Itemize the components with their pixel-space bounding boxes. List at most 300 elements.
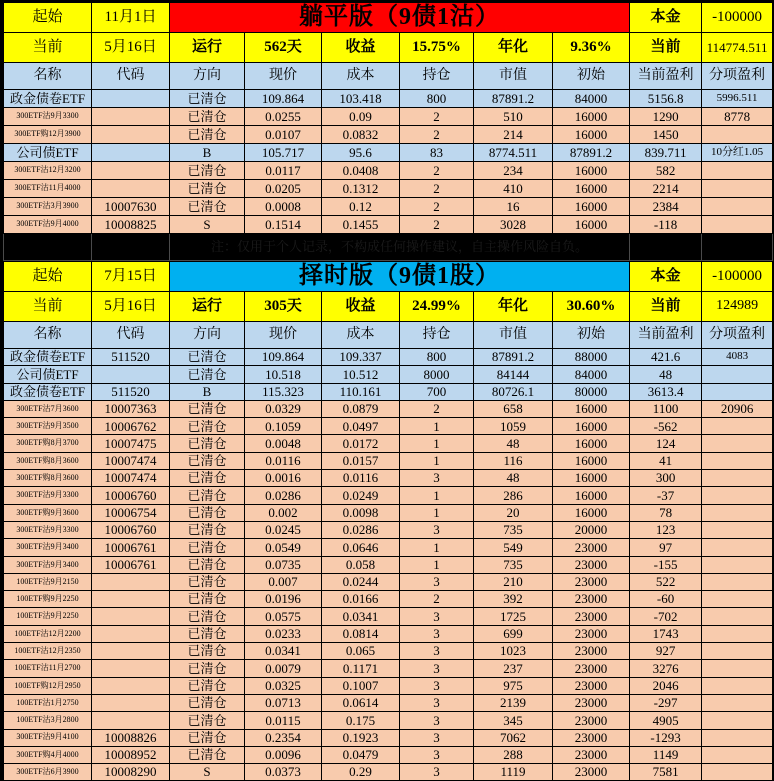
cell-initial[interactable]: 87891.2 [553,144,630,162]
cell-item-profit[interactable] [702,608,773,625]
col-header-item-profit[interactable]: 分项盈利 [702,322,773,349]
cell-code[interactable] [92,677,170,694]
cell-current-profit[interactable]: 4905 [630,712,702,729]
cell-name[interactable]: 300ETF沽7月3600 [4,400,92,417]
col-header-position[interactable]: 持仓 [400,63,474,90]
cell-cost[interactable]: 0.175 [322,712,400,729]
cell-code[interactable]: 10007474 [92,470,170,487]
cell-code[interactable] [92,162,170,180]
cell-market-value[interactable]: 84144 [474,366,553,383]
cell-initial[interactable]: 16000 [553,418,630,435]
cell-price[interactable]: 0.0008 [245,198,322,216]
cell-initial[interactable]: 16000 [553,400,630,417]
cell-current-profit[interactable]: -297 [630,694,702,711]
col-header-current-profit[interactable]: 当前盈利 [630,322,702,349]
cell-market-value[interactable]: 210 [474,573,553,590]
cell-position[interactable]: 2 [400,108,474,126]
now-value-cell[interactable]: 114774.511 [702,33,773,63]
cell-current-profit[interactable]: 78 [630,504,702,521]
col-header-code[interactable]: 代码 [92,63,170,90]
cell-code[interactable] [92,180,170,198]
cell-item-profit[interactable] [702,216,773,234]
cell-cost[interactable]: 0.0172 [322,435,400,452]
cell-name[interactable]: 政金债卷ETF [4,90,92,108]
cell-price[interactable]: 0.0713 [245,694,322,711]
cell-cost[interactable]: 0.0166 [322,591,400,608]
cell-direction[interactable]: 已清仓 [170,521,245,538]
cell-item-profit[interactable]: 20906 [702,400,773,417]
cell-item-profit[interactable] [702,573,773,590]
cell-initial[interactable]: 16000 [553,435,630,452]
cell-direction[interactable]: 已清仓 [170,504,245,521]
cell-item-profit[interactable] [702,366,773,383]
cell-position[interactable]: 8000 [400,366,474,383]
cell-direction[interactable]: 已清仓 [170,90,245,108]
cell-position[interactable]: 2 [400,198,474,216]
cell-market-value[interactable]: 48 [474,435,553,452]
col-header-cost[interactable]: 成本 [322,63,400,90]
cell-direction[interactable]: S [170,764,245,781]
cell-initial[interactable]: 23000 [553,573,630,590]
cell-direction[interactable]: 已清仓 [170,729,245,746]
cell-current-profit[interactable]: 1100 [630,400,702,417]
cell-position[interactable]: 1 [400,539,474,556]
cell-direction[interactable]: 已清仓 [170,573,245,590]
cell-cost[interactable]: 0.0497 [322,418,400,435]
cell-market-value[interactable]: 116 [474,452,553,469]
cell-initial[interactable]: 16000 [553,487,630,504]
cell-market-value[interactable]: 286 [474,487,553,504]
cell-current-profit[interactable]: 2214 [630,180,702,198]
cell-item-profit[interactable] [702,764,773,781]
cell-price[interactable]: 0.0205 [245,180,322,198]
run-value-cell[interactable]: 562天 [245,33,322,63]
cell-direction[interactable]: B [170,383,245,400]
cell-direction[interactable]: 已清仓 [170,539,245,556]
cell-initial[interactable]: 23000 [553,694,630,711]
current-label-cell[interactable]: 当前 [4,33,92,63]
cell-name[interactable]: 300ETF沽9月3300 [4,108,92,126]
cell-direction[interactable]: 已清仓 [170,349,245,366]
cell-direction[interactable]: 已清仓 [170,435,245,452]
cell-position[interactable]: 3 [400,694,474,711]
cell-position[interactable]: 3 [400,764,474,781]
cell-item-profit[interactable] [702,470,773,487]
cell-name[interactable]: 100ETF沽12月2350 [4,643,92,660]
cell-initial[interactable]: 23000 [553,677,630,694]
cell-price[interactable]: 10.518 [245,366,322,383]
cell-code[interactable] [92,144,170,162]
cell-initial[interactable]: 16000 [553,180,630,198]
cell-price[interactable]: 0.0575 [245,608,322,625]
cell-price[interactable]: 0.0116 [245,452,322,469]
cell-direction[interactable]: 已清仓 [170,712,245,729]
cell-current-profit[interactable]: -118 [630,216,702,234]
col-header-price[interactable]: 现价 [245,63,322,90]
cell-price[interactable]: 0.0286 [245,487,322,504]
cell-direction[interactable]: 已清仓 [170,677,245,694]
cell-market-value[interactable]: 8774.511 [474,144,553,162]
col-header-direction[interactable]: 方向 [170,322,245,349]
cell-name[interactable]: 300ETF沽9月3400 [4,539,92,556]
cell-item-profit[interactable]: 10分红1.05 [702,144,773,162]
cell-initial[interactable]: 23000 [553,746,630,763]
cell-cost[interactable]: 0.1171 [322,660,400,677]
cell-cost[interactable]: 0.1312 [322,180,400,198]
cell-initial[interactable]: 23000 [553,625,630,642]
cell-cost[interactable]: 110.161 [322,383,400,400]
cell-price[interactable]: 0.0196 [245,591,322,608]
cell-item-profit[interactable] [702,521,773,538]
cell-name[interactable]: 100ETF沽12月2200 [4,625,92,642]
cell-position[interactable]: 2 [400,216,474,234]
cell-name[interactable]: 100ETF沽3月2800 [4,712,92,729]
cell-initial[interactable]: 23000 [553,591,630,608]
cell-price[interactable]: 0.0255 [245,108,322,126]
cell-market-value[interactable]: 975 [474,677,553,694]
cell-market-value[interactable]: 237 [474,660,553,677]
cell-name[interactable]: 300ETF沽9月3500 [4,418,92,435]
col-header-direction[interactable]: 方向 [170,63,245,90]
cell-name[interactable]: 300ETF沽9月3400 [4,556,92,573]
profit-value-cell[interactable]: 15.75% [400,33,474,63]
col-header-position[interactable]: 持仓 [400,322,474,349]
cell-position[interactable]: 2 [400,126,474,144]
cell-direction[interactable]: 已清仓 [170,126,245,144]
cell-current-profit[interactable]: 2046 [630,677,702,694]
cell-price[interactable]: 0.0735 [245,556,322,573]
cell-code[interactable] [92,625,170,642]
cell-name[interactable]: 300ETF沽9月4100 [4,729,92,746]
now-value-cell[interactable]: 124989 [702,292,773,322]
cell-cost[interactable]: 0.29 [322,764,400,781]
cell-current-profit[interactable]: -37 [630,487,702,504]
cell-cost[interactable]: 0.0098 [322,504,400,521]
annual-label-cell[interactable]: 年化 [474,33,553,63]
cell-market-value[interactable]: 234 [474,162,553,180]
cell-code[interactable]: 10007474 [92,452,170,469]
cell-name[interactable]: 100ETF沽1月2750 [4,694,92,711]
cell-code[interactable]: 10007363 [92,400,170,417]
cell-name[interactable]: 300ETF沽12月3200 [4,162,92,180]
cell-cost[interactable]: 0.0341 [322,608,400,625]
cell-market-value[interactable]: 2139 [474,694,553,711]
cell-price[interactable]: 0.0016 [245,470,322,487]
cell-direction[interactable]: S [170,216,245,234]
start-date-cell[interactable]: 7月15日 [92,262,170,292]
cell-price[interactable]: 0.0096 [245,746,322,763]
cell-direction[interactable]: 已清仓 [170,180,245,198]
cell-cost[interactable]: 103.418 [322,90,400,108]
cell-initial[interactable]: 23000 [553,712,630,729]
cell-initial[interactable]: 16000 [553,470,630,487]
cell-cost[interactable]: 0.0157 [322,452,400,469]
cell-cost[interactable]: 0.0832 [322,126,400,144]
cell-code[interactable] [92,660,170,677]
profit-label-cell[interactable]: 收益 [322,292,400,322]
section2-title[interactable]: 择时版（9债1股） [170,262,630,292]
cell-position[interactable]: 3 [400,660,474,677]
cell-price[interactable]: 0.0048 [245,435,322,452]
cell-initial[interactable]: 80000 [553,383,630,400]
cell-current-profit[interactable]: 1743 [630,625,702,642]
cell-name[interactable]: 100ETF沽11月2700 [4,660,92,677]
cell-price[interactable]: 0.0325 [245,677,322,694]
cell-name[interactable]: 政金债卷ETF [4,349,92,366]
col-header-name[interactable]: 名称 [4,322,92,349]
cell-position[interactable]: 1 [400,418,474,435]
cell-code[interactable] [92,694,170,711]
cell-position[interactable]: 2 [400,162,474,180]
start-label-cell[interactable]: 起始 [4,262,92,292]
cell-direction[interactable]: 已清仓 [170,470,245,487]
cell-position[interactable]: 2 [400,180,474,198]
cell-code[interactable] [92,126,170,144]
cell-item-profit[interactable] [702,677,773,694]
cell-code[interactable] [92,366,170,383]
cell-market-value[interactable]: 510 [474,108,553,126]
cell-market-value[interactable]: 80726.1 [474,383,553,400]
cell-initial[interactable]: 16000 [553,108,630,126]
cell-initial[interactable]: 16000 [553,452,630,469]
cell-price[interactable]: 0.2354 [245,729,322,746]
profit-label-cell[interactable]: 收益 [322,33,400,63]
cell-item-profit[interactable] [702,643,773,660]
cell-item-profit[interactable] [702,660,773,677]
cell-code[interactable] [92,643,170,660]
annual-value-cell[interactable]: 30.60% [553,292,630,322]
cell-position[interactable]: 1 [400,556,474,573]
cell-name[interactable]: 300ETF购8月3600 [4,470,92,487]
cell-cost[interactable]: 0.0286 [322,521,400,538]
col-header-code[interactable]: 代码 [92,322,170,349]
cell-item-profit[interactable] [702,729,773,746]
cell-cost[interactable]: 0.0249 [322,487,400,504]
cell-direction[interactable]: B [170,144,245,162]
cell-current-profit[interactable]: -60 [630,591,702,608]
cell-code[interactable]: 10006754 [92,504,170,521]
cell-name[interactable]: 100ETF购12月2950 [4,677,92,694]
cell-name[interactable]: 公司债ETF [4,144,92,162]
cell-price[interactable]: 0.0115 [245,712,322,729]
cell-item-profit[interactable] [702,591,773,608]
cell-code[interactable]: 10008952 [92,746,170,763]
cell-initial[interactable]: 23000 [553,764,630,781]
cell-cost[interactable]: 0.0879 [322,400,400,417]
cell-cost[interactable]: 0.0408 [322,162,400,180]
cell-name[interactable]: 300ETF购8月3700 [4,435,92,452]
cell-code[interactable] [92,591,170,608]
cell-cost[interactable]: 109.337 [322,349,400,366]
start-label-cell[interactable]: 起始 [4,3,92,33]
cell-name[interactable]: 300ETF购9月3600 [4,504,92,521]
cell-market-value[interactable]: 735 [474,556,553,573]
cell-position[interactable]: 3 [400,573,474,590]
cell-position[interactable]: 2 [400,591,474,608]
cell-market-value[interactable]: 699 [474,625,553,642]
cell-current-profit[interactable]: 1450 [630,126,702,144]
cell-current-profit[interactable]: 927 [630,643,702,660]
cell-cost[interactable]: 0.065 [322,643,400,660]
current-date-cell[interactable]: 5月16日 [92,292,170,322]
cell-item-profit[interactable] [702,694,773,711]
cell-price[interactable]: 105.717 [245,144,322,162]
cell-initial[interactable]: 84000 [553,90,630,108]
cell-current-profit[interactable]: 839.711 [630,144,702,162]
cell-code[interactable]: 10008826 [92,729,170,746]
cell-price[interactable]: 0.0233 [245,625,322,642]
cell-initial[interactable]: 23000 [553,556,630,573]
cell-position[interactable]: 1 [400,504,474,521]
cell-market-value[interactable]: 288 [474,746,553,763]
cell-initial[interactable]: 88000 [553,349,630,366]
annual-value-cell[interactable]: 9.36% [553,33,630,63]
cell-position[interactable]: 700 [400,383,474,400]
principal-value-cell[interactable]: -100000 [702,3,773,33]
cell-price[interactable]: 109.864 [245,90,322,108]
cell-current-profit[interactable]: 1290 [630,108,702,126]
cell-name[interactable]: 300ETF沽9月3300 [4,521,92,538]
cell-item-profit[interactable] [702,383,773,400]
cell-market-value[interactable]: 16 [474,198,553,216]
cell-current-profit[interactable]: 3276 [630,660,702,677]
cell-item-profit[interactable]: 8778 [702,108,773,126]
cell-market-value[interactable]: 658 [474,400,553,417]
annual-label-cell[interactable]: 年化 [474,292,553,322]
cell-price[interactable]: 0.0107 [245,126,322,144]
cell-item-profit[interactable]: 5996.511 [702,90,773,108]
start-date-cell[interactable]: 11月1日 [92,3,170,33]
cell-cost[interactable]: 0.0479 [322,746,400,763]
cell-code[interactable]: 511520 [92,383,170,400]
cell-cost[interactable]: 0.0614 [322,694,400,711]
profit-value-cell[interactable]: 24.99% [400,292,474,322]
cell-cost[interactable]: 0.058 [322,556,400,573]
cell-current-profit[interactable]: 582 [630,162,702,180]
cell-price[interactable]: 0.0373 [245,764,322,781]
cell-market-value[interactable]: 549 [474,539,553,556]
cell-direction[interactable]: 已清仓 [170,162,245,180]
cell-name[interactable]: 300ETF购12月3900 [4,126,92,144]
cell-name[interactable]: 300ETF沽9月3300 [4,487,92,504]
cell-name[interactable]: 300ETF购8月3600 [4,452,92,469]
cell-current-profit[interactable]: 7581 [630,764,702,781]
col-header-item-profit[interactable]: 分项盈利 [702,63,773,90]
cell-market-value[interactable]: 3028 [474,216,553,234]
col-header-cost[interactable]: 成本 [322,322,400,349]
cell-market-value[interactable]: 392 [474,591,553,608]
run-label-cell[interactable]: 运行 [170,33,245,63]
cell-code[interactable]: 511520 [92,349,170,366]
cell-cost[interactable]: 0.0814 [322,625,400,642]
cell-initial[interactable]: 23000 [553,608,630,625]
cell-market-value[interactable]: 1725 [474,608,553,625]
cell-price[interactable]: 0.0245 [245,521,322,538]
cell-code[interactable]: 10006760 [92,487,170,504]
cell-market-value[interactable]: 735 [474,521,553,538]
cell-direction[interactable]: 已清仓 [170,400,245,417]
cell-item-profit[interactable] [702,504,773,521]
cell-cost[interactable]: 0.1455 [322,216,400,234]
cell-position[interactable]: 3 [400,729,474,746]
cell-price[interactable]: 0.0341 [245,643,322,660]
cell-market-value[interactable]: 1059 [474,418,553,435]
cell-price[interactable]: 0.007 [245,573,322,590]
cell-item-profit[interactable] [702,487,773,504]
cell-market-value[interactable]: 87891.2 [474,349,553,366]
now-label-cell[interactable]: 当前 [630,292,702,322]
cell-direction[interactable]: 已清仓 [170,556,245,573]
cell-code[interactable] [92,608,170,625]
cell-price[interactable]: 0.0549 [245,539,322,556]
cell-initial[interactable]: 16000 [553,216,630,234]
cell-position[interactable]: 3 [400,643,474,660]
cell-item-profit[interactable] [702,539,773,556]
cell-name[interactable]: 300ETF购4月4000 [4,746,92,763]
cell-market-value[interactable]: 87891.2 [474,90,553,108]
cell-name[interactable]: 公司债ETF [4,366,92,383]
cell-market-value[interactable]: 1023 [474,643,553,660]
run-value-cell[interactable]: 305天 [245,292,322,322]
cell-market-value[interactable]: 345 [474,712,553,729]
cell-item-profit[interactable] [702,162,773,180]
cell-market-value[interactable]: 7062 [474,729,553,746]
cell-item-profit[interactable] [702,452,773,469]
cell-code[interactable]: 10008825 [92,216,170,234]
cell-current-profit[interactable]: 3613.4 [630,383,702,400]
principal-label-cell[interactable]: 本金 [630,3,702,33]
cell-item-profit[interactable] [702,625,773,642]
cell-market-value[interactable]: 48 [474,470,553,487]
cell-current-profit[interactable]: -155 [630,556,702,573]
cell-price[interactable]: 109.864 [245,349,322,366]
cell-item-profit[interactable] [702,712,773,729]
cell-code[interactable]: 10008290 [92,764,170,781]
cell-direction[interactable]: 已清仓 [170,746,245,763]
cell-cost[interactable]: 0.0244 [322,573,400,590]
cell-current-profit[interactable]: 300 [630,470,702,487]
cell-current-profit[interactable]: 2384 [630,198,702,216]
cell-position[interactable]: 3 [400,625,474,642]
cell-position[interactable]: 3 [400,608,474,625]
cell-position[interactable]: 83 [400,144,474,162]
cell-cost[interactable]: 0.1923 [322,729,400,746]
cell-initial[interactable]: 16000 [553,162,630,180]
cell-direction[interactable]: 已清仓 [170,108,245,126]
cell-cost[interactable]: 0.1007 [322,677,400,694]
cell-current-profit[interactable]: 522 [630,573,702,590]
cell-position[interactable]: 3 [400,712,474,729]
now-label-cell[interactable]: 当前 [630,33,702,63]
cell-current-profit[interactable]: -562 [630,418,702,435]
cell-cost[interactable]: 0.12 [322,198,400,216]
cell-item-profit[interactable] [702,746,773,763]
cell-market-value[interactable]: 1119 [474,764,553,781]
cell-code[interactable] [92,108,170,126]
cell-current-profit[interactable]: 123 [630,521,702,538]
cell-initial[interactable]: 23000 [553,729,630,746]
cell-position[interactable]: 1 [400,452,474,469]
cell-initial[interactable]: 16000 [553,126,630,144]
cell-item-profit[interactable] [702,435,773,452]
cell-market-value[interactable]: 214 [474,126,553,144]
cell-current-profit[interactable]: -1293 [630,729,702,746]
cell-direction[interactable]: 已清仓 [170,660,245,677]
cell-position[interactable]: 3 [400,521,474,538]
section1-title[interactable]: 躺平版（9债1沽） [170,3,630,33]
cell-price[interactable]: 0.002 [245,504,322,521]
cell-position[interactable]: 800 [400,349,474,366]
